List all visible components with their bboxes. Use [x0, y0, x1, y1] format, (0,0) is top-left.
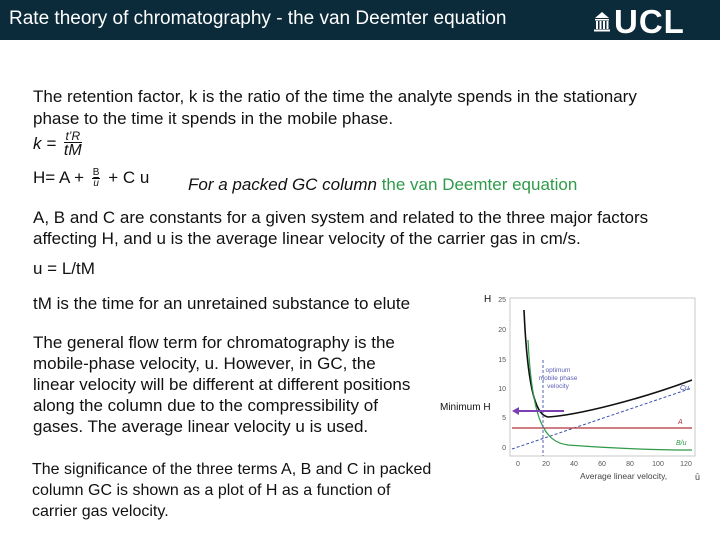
- minimum-h-label: Minimum H: [440, 402, 491, 413]
- h-equation-line: [33, 168, 149, 189]
- caption-line-1: The significance of the three terms A, B and C in packed: [32, 461, 432, 478]
- constants-line-2: affecting H, and u is the average linear velocity of the carrier gas in cm/s.: [33, 229, 581, 248]
- u-denominator: u: [93, 178, 99, 190]
- flow-paragraph-line-1: The general flow term for chromatography is the: [33, 333, 395, 352]
- x-tick-label: 20: [542, 461, 550, 468]
- flow-paragraph-line-2: mobile-phase velocity, u. However, in GC, the: [33, 354, 376, 373]
- y-tick-label: 5: [502, 415, 506, 422]
- b-over-u-label: B/u: [676, 440, 687, 447]
- caption: [32, 459, 492, 522]
- x-tick-label: 120: [680, 461, 692, 468]
- ucl-logo-text: UCL: [614, 3, 685, 40]
- k-lhs: k =: [33, 133, 57, 153]
- constants-line-1: A, B and C are constants for a given system and related to the three major factors: [33, 208, 649, 227]
- k-denominator: tM: [63, 142, 82, 159]
- y-tick-label: 20: [498, 327, 506, 334]
- caption-line-2: column GC is shown as a plot of H as a function of: [32, 482, 391, 499]
- retention-factor-line-1: The retention factor, k is the ratio of the time the analyte spends in the stationary: [33, 87, 637, 106]
- y-tick-label: 25: [498, 297, 506, 304]
- y-tick-label: 0: [502, 445, 506, 452]
- cu-label: Cu: [680, 385, 689, 392]
- a-label: A: [678, 419, 683, 426]
- x-tick-label: 0: [516, 461, 520, 468]
- optimum-label-line: mobile phase: [538, 375, 578, 382]
- optimum-label-line: velocity: [547, 383, 569, 390]
- y-tick-label: 15: [498, 357, 506, 364]
- x-tick-label: 80: [626, 461, 634, 468]
- x-tick-label: 40: [570, 461, 578, 468]
- packed-column-line: [188, 175, 577, 195]
- retention-factor-line-2: phase to the time it spends in the mobile phase.: [33, 109, 394, 128]
- graph-h-label: H: [484, 294, 492, 305]
- van-deemter-label: the van Deemter equation: [381, 175, 578, 194]
- x-axis-symbol: ū: [695, 472, 701, 482]
- k-equation: [33, 130, 85, 159]
- k-numerator: t’R: [65, 129, 81, 143]
- flow-paragraph-line-5: gases. The average linear velocity u is used.: [33, 417, 369, 436]
- flow-paragraph-line-3: linear velocity will be different at different positions: [33, 375, 411, 394]
- caption-line-3: carrier gas velocity.: [32, 503, 169, 520]
- k-fraction: [64, 130, 82, 159]
- x-tick-label: 100: [652, 461, 664, 468]
- slide-title: Rate theory of chromatography - the van Deemter equation: [9, 8, 507, 29]
- b-over-u-fraction: [92, 168, 101, 189]
- ucl-logo: [594, 3, 712, 40]
- x-tick-label: 60: [598, 461, 606, 468]
- h-equation-suffix: + C u: [108, 168, 150, 187]
- tm-definition: tM is the time for an unretained substance to elute: [33, 294, 411, 313]
- u-definition: u = L/tM: [33, 259, 95, 278]
- ucl-portico-icon: [594, 12, 610, 32]
- packed-column-text: For a packed GC column: [188, 175, 377, 194]
- y-tick-label: 10: [498, 386, 506, 393]
- h-equation-prefix: H= A +: [33, 168, 85, 187]
- x-axis-label: Average linear velocity,: [580, 471, 668, 481]
- optimum-label-line: optimum: [545, 367, 571, 374]
- b-numerator: B: [92, 167, 100, 179]
- slide-header: [0, 0, 720, 40]
- flow-paragraph-line-4: along the column due to the compressibility of: [33, 396, 378, 415]
- van-deemter-plot: [488, 290, 708, 490]
